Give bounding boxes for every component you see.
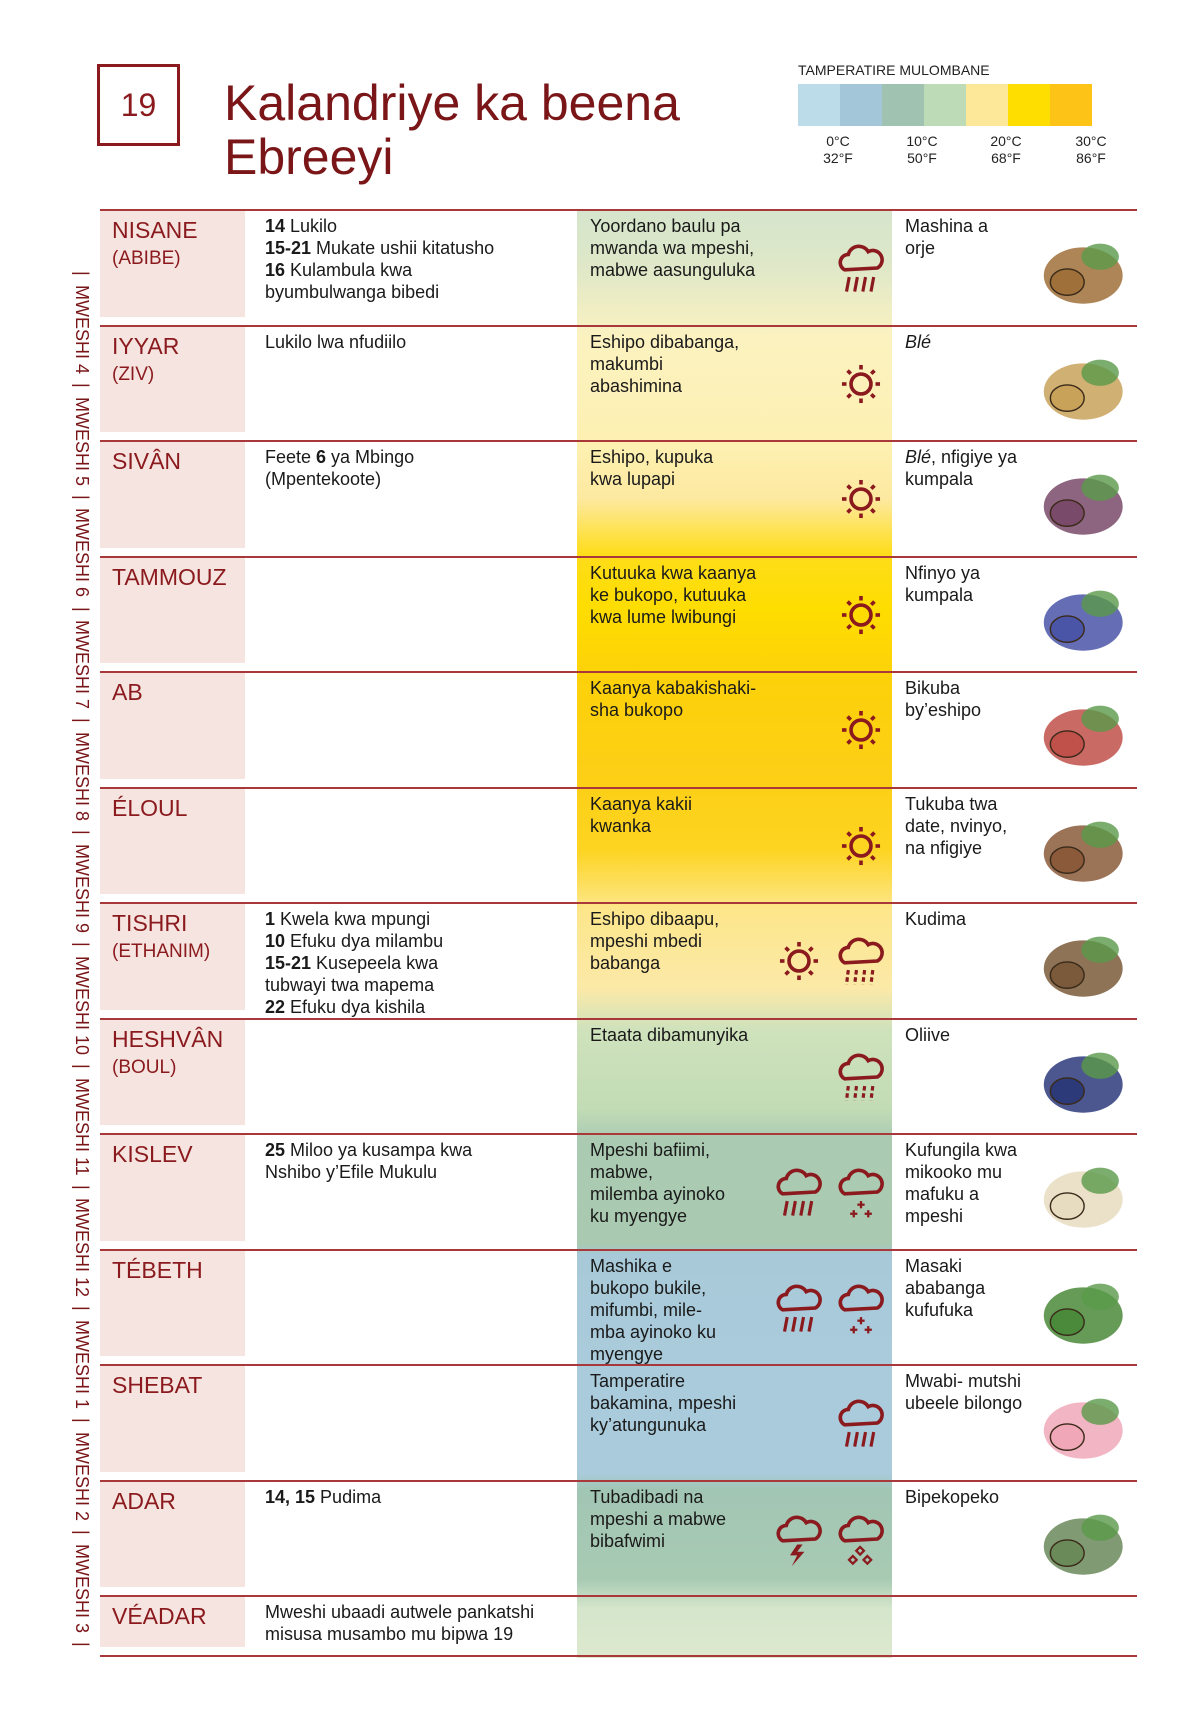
table-row [100, 325, 1137, 441]
month-alt-name: (ZIV) [112, 363, 155, 385]
table-row [100, 1364, 1137, 1480]
month-name: HESHVÂN [112, 1025, 224, 1052]
tick-fahrenheit: 86°F [1076, 150, 1106, 166]
weather-line: makumbi [590, 353, 664, 374]
event-day: 16 [265, 260, 286, 280]
table-row [100, 902, 1137, 1018]
event-day: 10 [265, 931, 286, 951]
snow-cloud-icon [832, 1163, 890, 1221]
weather-icons [760, 928, 890, 994]
crop-text: Tukuba twa date, nvinyo, na nfigiye [905, 793, 1008, 858]
crop-cell [905, 562, 1023, 606]
fruit-basket-illustration [1025, 683, 1133, 778]
event-text: Lukilo lwa nfudiilo [265, 331, 407, 352]
weather-line: milemba ayinoko [590, 1184, 726, 1204]
table-row [100, 440, 1137, 556]
event-text: Kwela kwa mpungi [275, 909, 431, 929]
weather-line: mifumbi, mile- [590, 1299, 703, 1320]
legend-swatch [1050, 84, 1092, 126]
event-text: Feete [265, 447, 317, 467]
table-row [100, 787, 1137, 903]
event-text: Efuku dya milambu [285, 931, 444, 951]
drizzle-cloud-icon [832, 932, 890, 990]
table-row [100, 1595, 1137, 1657]
event-text: Mukate ushii kitatusho [311, 238, 495, 258]
side-month-label: MWESHI 4 [72, 284, 92, 374]
crop-text: Nfinyo ya kumpala [905, 562, 981, 605]
weather-line: Kaanya kakii kwanka [590, 793, 693, 836]
month-alt-name: (ABIBE) [112, 248, 181, 269]
crop-text: , nfigiye ya kumpala [905, 447, 1018, 489]
side-month-label: MWESHI 12 [72, 1198, 92, 1298]
event-line [265, 996, 575, 1018]
side-month-label: MWESHI 8 [72, 732, 92, 822]
separator: | [72, 1530, 92, 1535]
month-name: SHEBAT [112, 1372, 203, 1398]
weather-text [590, 677, 758, 721]
hail-cloud-icon [832, 1510, 890, 1568]
almond-blossom-illustration [1025, 1376, 1133, 1471]
barley-illustration [1025, 221, 1133, 316]
table-row [100, 671, 1137, 787]
legend-swatch [924, 84, 966, 126]
page-number: 19 [97, 64, 180, 146]
weather-line: bibafwimi [590, 1530, 666, 1551]
side-month-label: MWESHI 5 [72, 396, 92, 486]
event-text: Kulambula kwa [285, 260, 413, 280]
month-cell [100, 673, 245, 779]
month-cell [100, 904, 245, 1010]
weather-text [590, 1255, 758, 1365]
rain-cloud-icon [770, 1279, 828, 1337]
event-line [265, 1161, 575, 1183]
month-cell [100, 211, 245, 317]
event-text: Miloo ya kusampa kwa [285, 1140, 473, 1160]
event-text: byumbulwanga bibedi [265, 282, 440, 302]
legend-swatch [798, 84, 840, 126]
month-name: SIVÂN [112, 448, 182, 474]
tick-celsius: 10°C [906, 133, 938, 149]
sun-icon [832, 586, 890, 644]
weather-text [590, 562, 758, 628]
event-day: 14, 15 [265, 1486, 316, 1507]
separator: | [72, 1418, 92, 1423]
legend-tick [976, 133, 1036, 167]
crop-text: Mwabi- mutshi ubeele bilongo [905, 1371, 1023, 1413]
weather-line: babanga [590, 953, 661, 973]
weather-line: bukopo bukile, [590, 1277, 707, 1298]
table-row [100, 556, 1137, 672]
plow-illustration [1025, 914, 1133, 1009]
side-month-label: MWESHI 1 [72, 1320, 92, 1410]
month-name: VÉADAR [112, 1603, 207, 1629]
event-day: 25 [265, 1140, 286, 1160]
page-title [224, 76, 680, 184]
separator: | [72, 382, 92, 388]
drizzle-cloud-icon [832, 1048, 890, 1106]
tick-celsius: 30°C [1075, 133, 1107, 149]
events-cell [265, 1486, 575, 1508]
tick-fahrenheit: 68°F [991, 150, 1021, 166]
separator: | [72, 830, 92, 835]
weather-line: kwa lume lwibungi [590, 606, 737, 627]
side-month-label: MWESHI 11 [72, 1077, 92, 1176]
weather-line: myengye [590, 1343, 664, 1364]
side-month-label: MWESHI 2 [72, 1432, 92, 1522]
crop-italic: Blé [905, 331, 932, 352]
temperature-legend-bar [798, 84, 1092, 126]
crop-cell [905, 215, 1023, 259]
month-cell [100, 1482, 245, 1588]
event-day: 14 [265, 216, 286, 236]
crop-text: Oliive [905, 1024, 951, 1045]
weather-line: Yoordano baulu pa [590, 216, 741, 236]
legend-tick [892, 133, 952, 167]
month-name: AB [112, 679, 143, 705]
weather-line: Eshipo dibabanga, [590, 331, 740, 352]
event-day: 22 [265, 997, 286, 1017]
weather-line: Tubadibadi na [590, 1486, 704, 1507]
separator: | [72, 718, 92, 724]
weather-line: mpeshi a mabwe [590, 1508, 727, 1529]
crop-text: Kudima [905, 909, 967, 929]
crop-text: Bipekopeko [905, 1486, 1000, 1507]
side-month-label: MWESHI 10 [72, 955, 92, 1055]
event-text: (Mpentekoote) [265, 469, 382, 489]
event-text: Nshibo y’Efile Mukulu [265, 1162, 438, 1182]
event-line [265, 259, 575, 281]
weather-line: mabwe, [590, 1162, 654, 1182]
weather-icons [760, 1390, 890, 1456]
table-row [100, 1249, 1137, 1365]
month-alt-name: (BOUL) [112, 1056, 177, 1078]
tick-fahrenheit: 32°F [823, 150, 853, 166]
crop-cell [905, 793, 1023, 859]
events-cell [265, 446, 575, 490]
sun-icon [832, 701, 890, 759]
events-cell [265, 908, 575, 1018]
title-line: Kalandriye ka beena [224, 75, 680, 131]
month-cell [100, 1251, 245, 1357]
weather-text [590, 1139, 758, 1227]
event-line [265, 908, 575, 930]
weather-line: Tamperatire [590, 1371, 686, 1391]
month-cell [100, 1366, 245, 1472]
legend-swatch [966, 84, 1008, 126]
weather-line: mabwe aasunguluka [590, 260, 756, 280]
month-name: TÉBETH [112, 1256, 203, 1283]
rain-cloud-icon [832, 1394, 890, 1452]
weather-line: ky’atungunuka [590, 1415, 707, 1435]
crop-cell [905, 1370, 1023, 1414]
weather-line: Mpeshi bafiimi, [590, 1140, 711, 1160]
weather-line: mba ayinoko ku [590, 1321, 717, 1342]
month-cell [100, 1135, 245, 1241]
month-cell [100, 1020, 245, 1126]
tick-celsius: 20°C [990, 133, 1022, 149]
weather-icons [760, 697, 890, 763]
event-line [265, 215, 575, 237]
legend-tick [808, 133, 868, 167]
olives-illustration [1025, 1030, 1133, 1125]
legend-swatch [1008, 84, 1050, 126]
events-cell [265, 1139, 575, 1183]
weather-icons [760, 351, 890, 417]
side-month-label: MWESHI 6 [72, 508, 92, 598]
rain-cloud-icon [770, 1163, 828, 1221]
weather-line: Kutuuka kwa kaanya [590, 562, 757, 583]
legend-swatch [882, 84, 924, 126]
event-line [265, 1486, 575, 1508]
weather-line: Eshipo, kupuka [590, 447, 714, 467]
event-line [265, 1139, 575, 1161]
title-line: Ebreeyi [224, 129, 394, 185]
weather-line: ke bukopo, kutuuka [590, 584, 747, 605]
sun-icon [832, 355, 890, 413]
table-row [100, 1480, 1137, 1596]
weather-line: ku myengye [590, 1206, 688, 1226]
events-cell [265, 1601, 575, 1645]
month-cell [100, 558, 245, 664]
weather-icons [760, 235, 890, 301]
calendar-table [100, 209, 1137, 1657]
separator: | [72, 606, 92, 612]
event-line [265, 331, 575, 353]
snow-cloud-icon [832, 1279, 890, 1337]
month-name: ÉLOUL [112, 794, 188, 821]
weather-icons [760, 1044, 890, 1110]
crop-text: Kufungila kwa mikooko mu mafuku a mpeshi [905, 1140, 1018, 1226]
weather-icons [760, 1275, 890, 1341]
separator: | [72, 942, 92, 947]
figs-illustration [1025, 452, 1133, 547]
table-row [100, 1133, 1137, 1249]
event-text: Pudima [315, 1486, 382, 1507]
side-month-index [66, 271, 92, 1647]
side-month-label: MWESHI 7 [72, 620, 92, 710]
side-month-label: MWESHI 3 [72, 1543, 92, 1633]
crop-cell [905, 1024, 1023, 1046]
month-name: NISANE [112, 217, 198, 243]
crop-cell [905, 1255, 1023, 1321]
event-line [265, 468, 575, 490]
tick-fahrenheit: 50°F [907, 150, 937, 166]
weather-icons [760, 1506, 890, 1572]
crop-italic: Blé [905, 447, 932, 467]
weather-text [590, 331, 758, 397]
event-text: Kusepeela kwa [311, 953, 439, 973]
weather-text [590, 1370, 758, 1436]
event-line [265, 1623, 575, 1645]
table-row [100, 1018, 1137, 1134]
event-line [265, 974, 575, 996]
separator: | [72, 1184, 92, 1190]
month-cell [100, 442, 245, 548]
tick-celsius: 0°C [826, 133, 850, 149]
event-line [265, 930, 575, 952]
event-line [265, 1601, 575, 1623]
sun-icon [832, 817, 890, 875]
flax-illustration [1025, 1492, 1133, 1587]
event-text: Efuku dya kishila [285, 997, 426, 1017]
month-cell [100, 327, 245, 433]
weather-text [590, 215, 758, 281]
weather-line: Kaanya kabakishaki- [590, 678, 757, 698]
crop-cell [905, 677, 1023, 721]
dates-grapes-figs-illustration [1025, 799, 1133, 894]
separator: | [72, 1642, 92, 1647]
legend-label: TAMPERATIRE MULOMBANE [798, 62, 990, 78]
crop-cell [905, 1139, 1023, 1227]
sun-icon [832, 470, 890, 528]
weather-line: Eshipo dibaapu, [590, 909, 720, 929]
separator: | [72, 494, 92, 500]
month-name: TAMMOUZ [112, 563, 227, 590]
event-day: 15-21 [265, 953, 312, 973]
weather-text [590, 1024, 758, 1046]
weather-line: mpeshi mbedi [590, 931, 703, 951]
separator: | [72, 271, 92, 276]
event-line [265, 281, 575, 303]
grapes-illustration [1025, 568, 1133, 663]
weather-text [590, 446, 758, 490]
event-text: Mweshi ubaadi autwele pankatshi [265, 1602, 535, 1622]
weather-line: sha bukopo [590, 700, 684, 720]
crop-cell [905, 331, 1023, 353]
month-cell [100, 789, 245, 895]
weather-icons [760, 1159, 890, 1225]
event-text: tubwayi twa mapema [265, 975, 435, 995]
rain-cloud-icon [832, 239, 890, 297]
separator: | [72, 1306, 92, 1312]
weather-line: kwa lupapi [590, 469, 676, 489]
event-line [265, 446, 575, 468]
event-day: 1 [265, 909, 276, 929]
sheep-illustration [1025, 1145, 1133, 1240]
event-day: 6 [316, 447, 327, 467]
legend-swatch [840, 84, 882, 126]
event-line [265, 952, 575, 974]
crop-text: Masaki ababanga kufufuka [905, 1255, 986, 1320]
month-name: KISLEV [112, 1141, 193, 1167]
weather-line: Etaata dibamunyika [590, 1024, 749, 1045]
event-line [265, 237, 575, 259]
sprouts-illustration [1025, 1261, 1133, 1356]
events-cell [265, 331, 575, 353]
side-month-label: MWESHI 9 [72, 844, 92, 934]
weather-icons [760, 582, 890, 648]
weather-line: bakamina, mpeshi [590, 1393, 737, 1413]
weather-text [590, 908, 758, 974]
weather-line: mwanda wa mpeshi, [590, 238, 755, 258]
weather-line: Mashika e [590, 1255, 673, 1276]
month-alt-name: (ETHANIM) [112, 941, 211, 962]
event-text: ya Mbingo [326, 447, 415, 467]
crop-text: Bikuba by’eshipo [905, 678, 982, 720]
month-name: IYYAR [112, 332, 180, 359]
weather-icons [760, 813, 890, 879]
weather-line: abashimina [590, 375, 683, 396]
separator: | [72, 1064, 92, 1069]
crop-cell [905, 446, 1023, 490]
month-name: ADAR [112, 1487, 176, 1514]
month-name: TISHRI [112, 910, 188, 936]
month-cell [100, 1597, 245, 1647]
wheat-sheaves-illustration [1025, 337, 1133, 432]
event-day: 15-21 [265, 238, 312, 258]
event-text: Lukilo [285, 216, 338, 236]
weather-text [590, 793, 758, 837]
sun-icon [770, 932, 828, 990]
crop-cell [905, 1486, 1023, 1508]
event-text: misusa musambo mu bipwa 19 [265, 1624, 514, 1644]
lightning-cloud-icon [770, 1510, 828, 1568]
weather-icons [760, 466, 890, 532]
crop-cell [905, 908, 1023, 930]
legend-tick [1061, 133, 1121, 167]
crop-text: Mashina a orje [905, 216, 989, 258]
table-row [100, 209, 1137, 325]
weather-text [590, 1486, 758, 1552]
events-cell [265, 215, 575, 303]
